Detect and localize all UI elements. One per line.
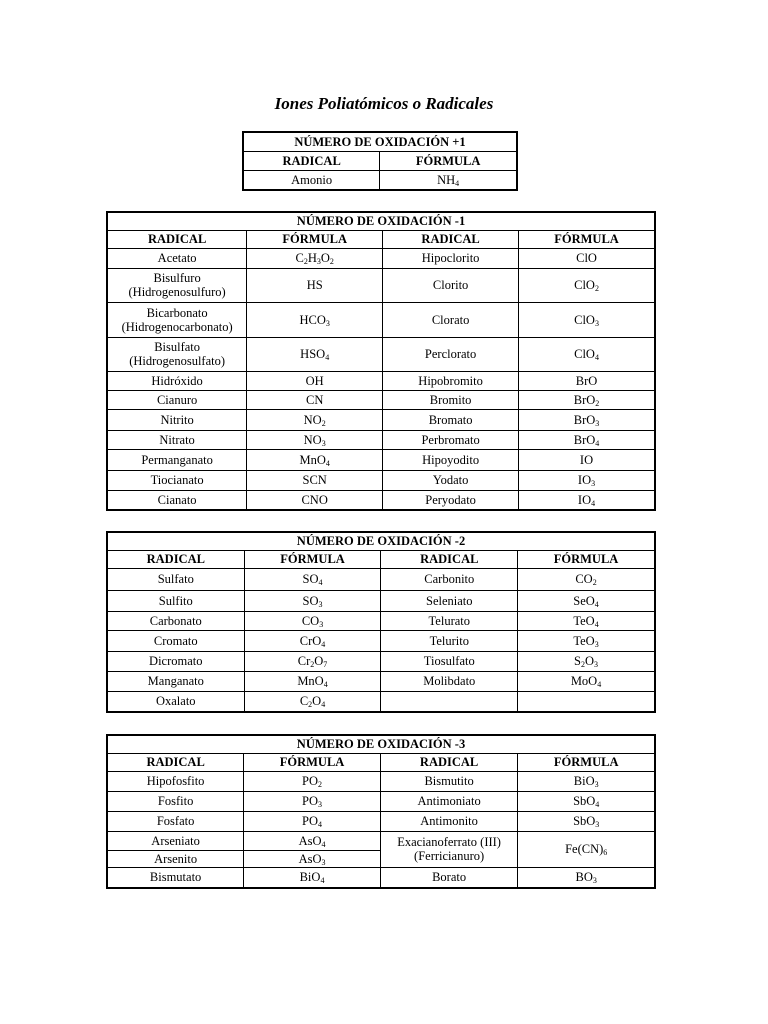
formula-text: C: [295, 251, 304, 265]
table-row: [107, 490, 655, 510]
formula-cell: [247, 268, 383, 302]
radical-cell: Hipoyodito: [383, 449, 519, 470]
table-row: [107, 449, 655, 470]
formula-cell: [244, 630, 381, 651]
formula-subscript: 4: [595, 800, 600, 809]
formula-text: CO: [575, 572, 593, 586]
formula-text: IO: [577, 473, 592, 487]
radical-cell: Telurito: [381, 630, 518, 651]
formula-subscript: 3: [594, 780, 599, 789]
formula-subscript: 4: [321, 700, 326, 710]
radical-cell: Hipobromito: [383, 371, 519, 390]
radical-cell: Permanganato: [107, 449, 247, 470]
column-header-radical: RADICAL: [107, 230, 247, 248]
formula-text: S: [574, 654, 581, 668]
formula-subscript: 2: [580, 660, 585, 669]
formula-text: MoO: [570, 674, 598, 688]
radical-cell: Antimoniato: [380, 791, 518, 811]
radical-cell: Carbonito: [381, 568, 518, 590]
radical-cell: Bisulfuro (Hidrogenosulfuro): [107, 268, 247, 302]
table-row: [107, 371, 655, 390]
formula-text: O: [312, 694, 322, 709]
formula-subscript: 4: [455, 178, 460, 188]
table-title: NÚMERO DE OXIDACIÓN -1: [107, 212, 655, 230]
formula-subscript: 4: [318, 578, 323, 587]
column-header-radical: RADICAL: [107, 753, 244, 771]
radical-cell: Perclorato: [383, 337, 519, 371]
radical-cell: Peryodato: [383, 490, 519, 510]
formula-subscript: 3: [321, 857, 326, 867]
formula-cell: [247, 302, 383, 337]
formula-subscript: 3: [318, 599, 323, 609]
table-row: [107, 337, 655, 371]
formula-cell: [518, 867, 655, 888]
formula-cell: [247, 470, 383, 490]
table-title-row: [243, 132, 517, 151]
formula-subscript: 2: [321, 418, 326, 428]
table-title-row: [107, 212, 655, 230]
formula-subscript: 3: [592, 876, 597, 886]
formula-cell: [244, 771, 381, 791]
formula-text: CO: [301, 613, 320, 628]
formula-text: Fe(CN): [565, 842, 604, 856]
formula-cell: [247, 371, 383, 390]
formula-subscript: 3: [595, 820, 600, 829]
formula-subscript: 2: [303, 257, 308, 266]
formula-text: MnO: [297, 674, 324, 688]
formula-subscript: 3: [321, 438, 326, 448]
table-row: [107, 470, 655, 490]
formula-text: BrO: [573, 392, 596, 407]
formula-subscript: 2: [310, 660, 315, 669]
formula-subscript: 3: [594, 660, 599, 669]
formula-cell: [519, 337, 655, 371]
radical-cell: Nitrato: [107, 430, 247, 449]
radical-cell: Clorito: [383, 268, 519, 302]
table-row: [107, 248, 655, 268]
column-header-formula: FÓRMULA: [518, 550, 655, 568]
radical-cell: Bismutito: [380, 771, 518, 791]
column-header-formula: FÓRMULA: [519, 230, 655, 248]
formula-subscript: 4: [594, 619, 599, 629]
formula-cell: [518, 568, 655, 590]
radical-cell: Hipofosfito: [107, 771, 244, 791]
formula-cell: [247, 430, 383, 449]
column-header-formula: FÓRMULA: [244, 753, 381, 771]
formula-text: TeO: [573, 633, 595, 648]
radical-cell: Acetato: [107, 248, 247, 268]
formula-subscript: 6: [603, 848, 608, 857]
table-row: [107, 651, 655, 671]
table-title: NÚMERO DE OXIDACIÓN +1: [243, 132, 517, 151]
formula-cell: [519, 430, 655, 449]
formula-subscript: 2: [594, 284, 599, 293]
table-row: [107, 867, 655, 888]
radical-cell: Hidróxido: [107, 371, 247, 390]
radical-cell: Cromato: [107, 630, 244, 651]
formula-subscript: 2: [592, 578, 597, 587]
formula-cell: [380, 170, 517, 190]
oxidation-table-minus-2: [106, 531, 656, 713]
radical-cell: Bismutato: [107, 867, 244, 888]
formula-subscript: 4: [323, 680, 328, 689]
formula-cell: [247, 248, 383, 268]
formula-cell: [247, 409, 383, 430]
radical-cell: Cianuro: [107, 390, 247, 409]
formula-text: NH: [437, 172, 456, 187]
formula-subscript: 4: [591, 498, 596, 508]
formula-cell: [244, 691, 381, 712]
formula-cell: [519, 490, 655, 510]
table-row: [107, 671, 655, 691]
oxidation-table-plus-1: [242, 131, 518, 191]
radical-cell: Bromito: [383, 390, 519, 409]
radical-cell: Seleniato: [381, 590, 518, 611]
formula-text: IO: [579, 452, 594, 467]
formula-text: AsO: [298, 833, 322, 848]
column-header-radical: RADICAL: [243, 151, 380, 170]
formula-text: BiO: [299, 870, 321, 885]
formula-text: TeO: [573, 613, 595, 628]
formula-text: HSO: [300, 347, 326, 361]
formula-cell: [518, 811, 655, 831]
radical-cell: Tiocianato: [107, 470, 247, 490]
column-header-radical: RADICAL: [380, 753, 518, 771]
formula-cell: [244, 850, 381, 867]
formula-text: SbO: [573, 794, 596, 808]
formula-text: NO: [303, 412, 322, 427]
page-title: Iones Poliatómicos o Radicales: [274, 94, 494, 113]
formula-subscript: 3: [594, 639, 599, 649]
formula-subscript: 4: [595, 438, 600, 448]
column-header-formula: FÓRMULA: [244, 550, 381, 568]
radical-cell: Yodato: [383, 470, 519, 490]
formula-cell: [244, 590, 381, 611]
table-row: [107, 611, 655, 630]
formula-subscript: 2: [329, 257, 334, 266]
radical-cell: Antimonito: [380, 811, 518, 831]
formula-subscript: 2: [308, 700, 313, 710]
table-header-row: [243, 151, 517, 170]
radical-cell: Cianato: [107, 490, 247, 510]
oxidation-table-minus-3: [106, 734, 656, 889]
radical-cell: Hipoclorito: [383, 248, 519, 268]
formula-text: BiO: [573, 774, 595, 788]
table-row: [107, 390, 655, 409]
formula-text: HCO: [299, 312, 326, 327]
formula-text: CrO: [299, 633, 322, 648]
formula-text: O: [320, 251, 330, 265]
formula-text: BO: [575, 870, 593, 885]
table-row: [107, 302, 655, 337]
radical-cell: [518, 691, 655, 712]
radical-cell: Carbonato: [107, 611, 244, 630]
formula-cell: [244, 611, 381, 630]
formula-cell: [244, 867, 381, 888]
formula-subscript: 2: [318, 780, 323, 789]
radical-cell: Bicarbonato (Hidrogenocarbonato): [107, 302, 247, 337]
column-header-radical: RADICAL: [383, 230, 519, 248]
formula-text: SO: [302, 593, 319, 608]
formula-text: BrO: [573, 412, 596, 427]
formula-text: ClO: [574, 278, 595, 292]
formula-cell: [518, 630, 655, 651]
table-header-row: [107, 230, 655, 248]
formula-cell: [519, 248, 655, 268]
radical-cell: Clorato: [383, 302, 519, 337]
radical-cell: Nitrito: [107, 409, 247, 430]
formula-text: ClO: [574, 347, 595, 361]
column-header-radical: RADICAL: [107, 550, 244, 568]
formula-text: ClO: [574, 312, 595, 327]
formula-text: BrO: [573, 432, 596, 447]
formula-subscript: 4: [318, 820, 323, 829]
radical-cell: Borato: [380, 867, 518, 888]
formula-cell: [244, 811, 381, 831]
column-header-formula: FÓRMULA: [247, 230, 383, 248]
formula-cell: [518, 651, 655, 671]
formula-text: AsO: [298, 851, 322, 866]
formula-subscript: 4: [325, 353, 330, 362]
radical-cell: Sulfito: [107, 590, 244, 611]
formula-subscript: 3: [325, 318, 330, 328]
formula-subscript: 4: [594, 353, 599, 362]
column-header-formula: FÓRMULA: [380, 151, 517, 170]
formula-text: SO: [302, 572, 319, 586]
formula-text: MnO: [299, 452, 326, 467]
formula-text: O: [584, 654, 595, 668]
formula-text: ClO: [576, 251, 597, 265]
formula-subscript: 3: [594, 318, 599, 328]
formula-cell: [519, 268, 655, 302]
radical-cell: Molibdato: [381, 671, 518, 691]
radical-cell: Fosfato: [107, 811, 244, 831]
formula-text: PO: [302, 774, 319, 788]
formula-cell: [244, 568, 381, 590]
formula-subscript: 4: [597, 680, 602, 689]
formula-cell: [519, 390, 655, 409]
radical-cell: Perbromato: [383, 430, 519, 449]
formula-subscript: 3: [591, 479, 596, 488]
formula-subscript: 3: [319, 619, 324, 629]
formula-cell: [519, 302, 655, 337]
formula-text: SbO: [573, 814, 596, 828]
table-row: [107, 568, 655, 590]
formula-text: C: [299, 694, 309, 709]
formula-text: O: [314, 654, 324, 668]
table-row: [243, 170, 517, 190]
table-row: [107, 409, 655, 430]
formula-cell: [518, 671, 655, 691]
formula-text: NO: [303, 432, 322, 447]
formula-text: PO: [302, 794, 319, 808]
radical-cell: Oxalato: [107, 691, 244, 712]
formula-text: Cr: [297, 654, 311, 668]
formula-cell: [244, 651, 381, 671]
radical-cell: Bisulfato (Hidrogenosulfato): [107, 337, 247, 371]
table-title-row: [107, 735, 655, 753]
formula-subscript: 2: [595, 398, 600, 408]
radical-cell: Manganato: [107, 671, 244, 691]
formula-cell: [519, 449, 655, 470]
table-title: NÚMERO DE OXIDACIÓN -3: [107, 735, 655, 753]
radical-cell: Bromato: [383, 409, 519, 430]
table-row: [107, 630, 655, 651]
column-header-radical: RADICAL: [381, 550, 518, 568]
formula-subscript: 3: [318, 800, 323, 809]
formula-subscript: 4: [321, 639, 326, 649]
table-header-row: [107, 753, 655, 771]
formula-text: CN: [305, 392, 324, 407]
formula-cell: [244, 671, 381, 691]
formula-text: CNO: [301, 492, 328, 507]
formula-cell: [244, 791, 381, 811]
table-row: [107, 268, 655, 302]
formula-cell: [518, 771, 655, 791]
table-row: [107, 811, 655, 831]
table-row: [107, 831, 655, 850]
radical-cell: Tiosulfato: [381, 651, 518, 671]
formula-cell: [244, 831, 381, 850]
table-title: NÚMERO DE OXIDACIÓN -2: [107, 532, 655, 550]
formula-text: OH: [305, 373, 324, 388]
formula-text: BrO: [575, 373, 598, 388]
radical-cell: [381, 691, 518, 712]
formula-cell: [247, 390, 383, 409]
formula-text: H: [307, 251, 317, 265]
formula-text: SCN: [302, 473, 327, 487]
radical-cell: Telurato: [381, 611, 518, 630]
table-title-row: [107, 532, 655, 550]
formula-cell: [518, 611, 655, 630]
table-row: [107, 691, 655, 712]
formula-subscript: 3: [316, 257, 321, 266]
formula-cell: [519, 470, 655, 490]
radical-cell: Arseniato: [107, 831, 244, 850]
formula-cell: [247, 337, 383, 371]
formula-subscript: 4: [325, 458, 330, 468]
formula-text: PO: [302, 814, 319, 828]
formula-cell: [519, 371, 655, 390]
table-row: [107, 590, 655, 611]
table-row: [107, 771, 655, 791]
radical-cell: Fosfito: [107, 791, 244, 811]
table-row: [107, 430, 655, 449]
radical-cell: Sulfato: [107, 568, 244, 590]
table-row: [107, 791, 655, 811]
formula-cell: [247, 490, 383, 510]
oxidation-table-minus-1: [106, 211, 656, 511]
formula-text: IO: [577, 492, 592, 507]
formula-cell: [518, 831, 655, 867]
formula-text: HS: [306, 278, 323, 292]
radical-cell: Exacianoferrato (III) (Ferricianuro): [380, 831, 518, 867]
radical-cell: Amonio: [243, 170, 380, 190]
formula-cell: [518, 590, 655, 611]
formula-subscript: 3: [595, 418, 600, 428]
formula-cell: [247, 449, 383, 470]
table-header-row: [107, 550, 655, 568]
formula-subscript: 4: [594, 599, 599, 609]
formula-cell: [519, 409, 655, 430]
formula-subscript: 4: [321, 839, 326, 849]
radical-cell: Dicromato: [107, 651, 244, 671]
formula-subscript: 4: [320, 876, 325, 886]
radical-cell: Arsenito: [107, 850, 244, 867]
formula-text: SeO: [573, 593, 595, 608]
formula-subscript: 7: [323, 660, 328, 669]
formula-cell: [518, 791, 655, 811]
column-header-formula: FÓRMULA: [518, 753, 655, 771]
